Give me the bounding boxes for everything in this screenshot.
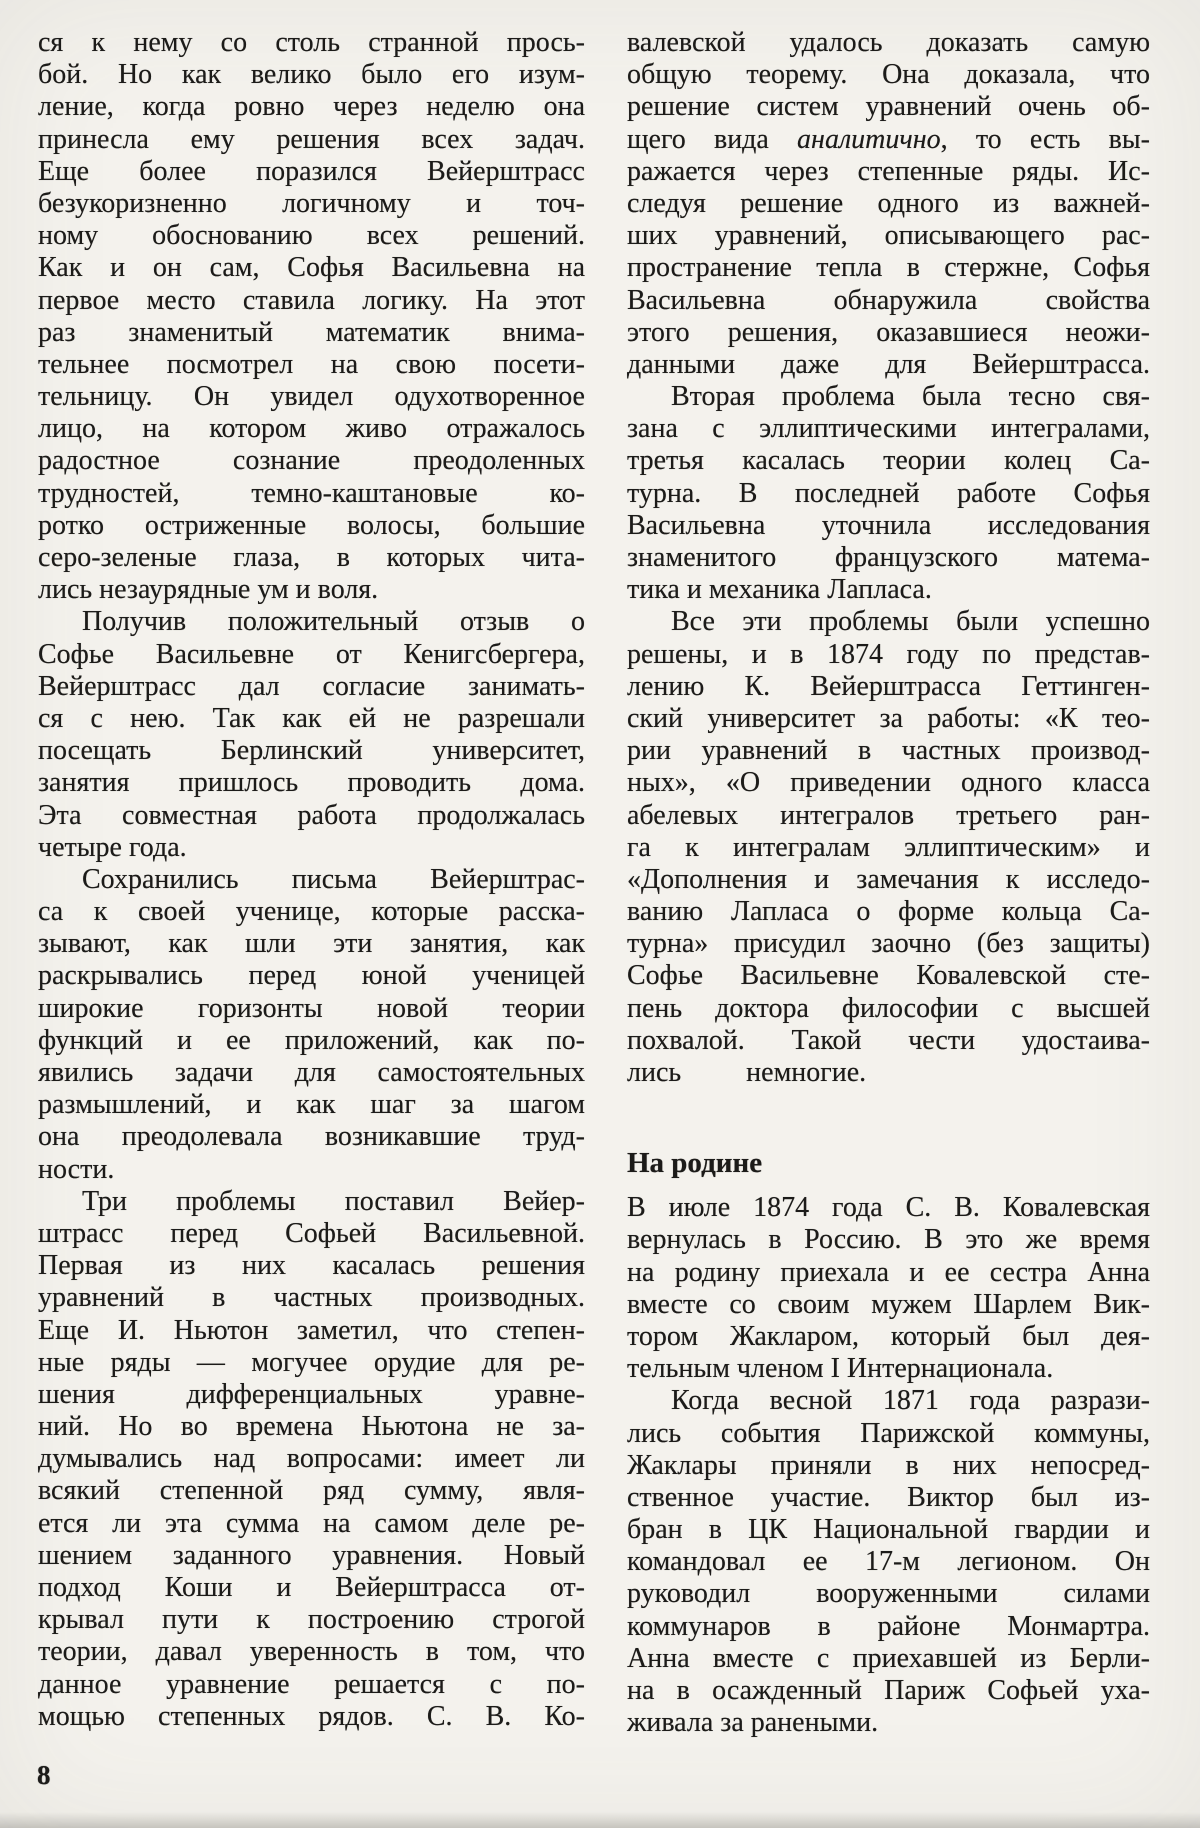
text-line: Три проблемы поставил Вейер- [82, 1185, 585, 1217]
text-run: щего вида [627, 123, 798, 155]
text-line: данное уравнение решается с по- [38, 1668, 585, 1700]
text-line [627, 124, 1150, 156]
italic-term: аналитично [797, 123, 941, 155]
text-line: лись незаурядные ум и воля. [38, 574, 379, 606]
text-line: тельницу. Он увидел одухотворенное [38, 381, 585, 413]
text-line: турна. В последней работе Софья [627, 477, 1150, 509]
text-line: ших уравнений, описывающего рас- [627, 220, 1150, 252]
text-line: ности. [38, 1153, 115, 1185]
text-line: Вейерштрасс дал согласие занимать- [38, 670, 585, 702]
text-line: решение систем уравнений очень об- [627, 91, 1150, 123]
text-line: коммунаров в районе Монмартра. [627, 1610, 1150, 1642]
text-line: ному обоснованию всех решений. [38, 220, 585, 252]
text-line: шения дифференциальных уравне- [38, 1378, 585, 1410]
text-line: раз знаменитый математик внима- [38, 316, 585, 348]
text-line: тором Жакларом, который был дея- [627, 1320, 1150, 1352]
text-line: третья касалась теории колец Са- [627, 445, 1150, 477]
text-line: Васильевна уточнила исследования [627, 509, 1150, 541]
text-line: ся с нею. Так как ей не разрешали [38, 702, 585, 734]
text-line: мощью степенных рядов. С. В. Ко- [38, 1700, 585, 1732]
text-line: теории, давал уверенность в том, что [38, 1636, 585, 1668]
text-line: зывают, как шли эти занятия, как [38, 928, 585, 960]
text-line: лению К. Вейерштрасса Геттинген- [627, 670, 1150, 702]
text-line: всякий степенной ряд сумму, явля- [38, 1475, 585, 1507]
page-number: 8 [37, 1760, 51, 1790]
text-line: вместе со своим мужем Шарлем Вик- [627, 1288, 1150, 1320]
text-line: турна» присудил заочно (без защиты) [627, 928, 1150, 960]
text-line: шением заданного уравнения. Новый [38, 1539, 585, 1571]
text-line: Получив положительный отзыв о [82, 606, 585, 638]
text-line: лись события Парижской коммуны, [627, 1417, 1150, 1449]
text-line: тельнее посмотрел на свою посети- [38, 348, 585, 380]
text-line: ванию Лапласа о форме кольца Са- [627, 896, 1150, 928]
text-line: безукоризненно логичному и точ- [38, 187, 585, 219]
text-line: четыре года. [38, 831, 187, 863]
text-line: ственное участие. Виктор был из- [627, 1481, 1150, 1513]
text-line: ные ряды — могучее орудие для ре- [38, 1346, 585, 1378]
text-line: руководил вооруженными силами [627, 1578, 1150, 1610]
text-line: радостное сознание преодоленных [38, 445, 585, 477]
left-text-column [38, 27, 585, 1733]
text-line: бран в ЦК Национальной гвардии и [627, 1514, 1150, 1546]
text-line: данными даже для Вейерштрасса. [627, 348, 1150, 380]
text-line: думывались над вопросами: имеет ли [38, 1443, 585, 1475]
text-line: Софье Васильевне Ковалевской сте- [627, 960, 1150, 992]
text-line: бой. Но как велико было его изум- [38, 59, 585, 91]
text-line: принесла ему решения всех задач. [38, 123, 585, 155]
text-line: Все эти проблемы были успешно [671, 606, 1150, 638]
text-line: Васильевна обнаружила свойства [627, 284, 1150, 316]
text-line: Первая из них касалась решения [38, 1250, 585, 1282]
text-line: ский университет за работы: «К тео- [627, 702, 1150, 734]
text-line: этого решения, оказавшиеся неожи- [627, 316, 1150, 348]
text-line: Вторая проблема была тесно свя- [671, 381, 1150, 413]
text-line: зана с эллиптическими интегралами, [627, 413, 1150, 445]
text-line: валевской удалось доказать самую [627, 27, 1150, 58]
text-line: Еще более поразился Вейерштрасс [38, 155, 585, 187]
text-line: Жаклары приняли в них непосред- [627, 1449, 1150, 1481]
text-line: явились задачи для самостоятельных [38, 1057, 585, 1088]
text-line: живала за ранеными. [627, 1707, 879, 1739]
text-line: широкие горизонты новой теории [38, 992, 585, 1024]
text-line: уравнений в частных производных. [38, 1282, 585, 1314]
text-line: ротко остриженные волосы, большие [38, 509, 585, 541]
text-line: ление, когда ровно через неделю она [38, 91, 585, 123]
text-line: крывал пути к построению строгой [38, 1604, 585, 1636]
text-line: тика и механика Лапласа. [627, 574, 932, 606]
text-line: она преодолевала возникавшие труд- [38, 1121, 585, 1153]
text-line: функций и ее приложений, как по- [38, 1024, 585, 1056]
text-line: лись немногие. [627, 1057, 867, 1088]
text-line: раскрывались перед юной ученицей [38, 960, 585, 992]
text-line: са к своей ученице, которые расска- [38, 896, 585, 928]
text-line: похвалой. Такой чести удостаива- [627, 1024, 1150, 1056]
text-line: ется ли эта сумма на самом деле ре- [38, 1507, 585, 1539]
text-line: ний. Но во времена Ньютона не за- [38, 1411, 585, 1443]
right-text-column [627, 27, 1150, 1739]
text-line: Как и он сам, Софья Васильевна на [38, 252, 585, 284]
text-line: лицо, на котором живо отражалось [38, 413, 585, 445]
text-line: пень доктора философии с высшей [627, 992, 1150, 1024]
text-line: серо-зеленые глаза, в которых чита- [38, 542, 585, 573]
text-line: следуя решение одного из важней- [627, 187, 1150, 219]
text-line: Еще И. Ньютон заметил, что степен- [38, 1314, 585, 1346]
text-line: ся к нему со столь странной прось- [38, 27, 585, 58]
scan-bottom-edge [0, 1812, 1200, 1828]
section-heading: На родине [627, 1147, 763, 1180]
text-line: Эта совместная работа продолжалась [38, 799, 585, 831]
text-line: штрасс перед Софьей Васильевной. [38, 1217, 585, 1249]
text-line: тельным членом I Интернационала. [627, 1353, 1054, 1385]
text-line: Анна вместе с приехавшей из Берли- [627, 1642, 1150, 1674]
text-line: трудностей, темно-каштановые ко- [38, 477, 585, 509]
text-line: посещать Берлинский университет, [38, 735, 585, 767]
text-line: подход Коши и Вейерштрасса от- [38, 1572, 585, 1603]
text-line: Софье Васильевне от Кенигсбергера, [38, 638, 585, 670]
text-line: Сохранились письма Вейерштрас- [82, 863, 585, 895]
text-line: пространение тепла в стержне, Софья [627, 252, 1150, 284]
text-line: знаменитого французского матема- [627, 542, 1150, 573]
text-line: на в осажденный Париж Софьей уха- [627, 1675, 1150, 1706]
text-line: Когда весной 1871 года разрази- [671, 1385, 1150, 1417]
text-line: В июле 1874 года С. В. Ковалевская [627, 1192, 1150, 1224]
text-line: решены, и в 1874 году по представ- [627, 638, 1150, 670]
text-line: рии уравнений в частных производ- [627, 735, 1150, 767]
text-line: первое место ставила логику. На этот [38, 284, 585, 316]
text-line: на родину приехала и ее сестра Анна [627, 1256, 1150, 1288]
text-line: общую теорему. Она доказала, что [627, 59, 1150, 91]
text-line: га к интегралам эллиптическим» и [627, 831, 1150, 863]
text-line: ражается через степенные ряды. Ис- [627, 155, 1150, 187]
text-run: , то есть вы- [940, 123, 1150, 155]
text-line: ных», «О приведении одного класса [627, 767, 1150, 799]
text-line: абелевых интегралов третьего ран- [627, 799, 1150, 831]
text-line: «Дополнения и замечания к исследо- [627, 863, 1150, 895]
text-line: размышлений, и как шаг за шагом [38, 1089, 585, 1121]
text-line: командовал ее 17-м легионом. Он [627, 1546, 1150, 1578]
text-line: занятия пришлось проводить дома. [38, 767, 585, 799]
text-line: вернулась в Россию. В это же время [627, 1224, 1150, 1256]
